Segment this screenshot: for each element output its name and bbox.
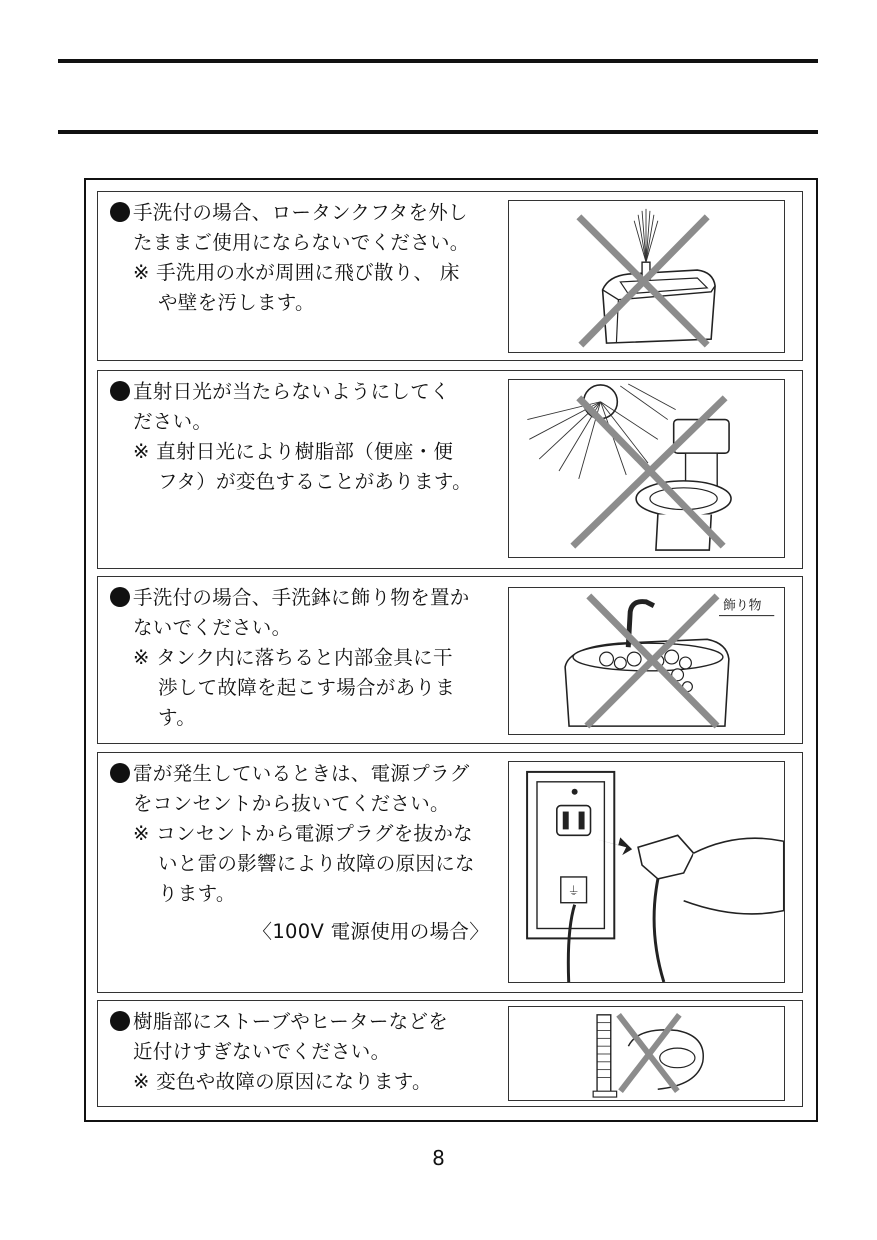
statement-line: 手洗付の場合、ロータンクフタを外し [133,201,468,224]
note-line: す。 [158,706,197,729]
page-number: 8 [432,1146,445,1170]
caution-panel-5 [97,1000,803,1107]
top-rule [58,59,818,63]
statement-line: ださい。 [133,410,213,433]
bullet-icon [110,587,130,607]
note-line: や壁を汚します。 [158,291,315,314]
note-line: ※ 直射日光により樹脂部（便座・便 [133,440,454,463]
statement-line: 手洗付の場合、手洗鉢に飾り物を置か [133,586,470,609]
note-line: ※ 変色や故障の原因になります。 [133,1070,432,1093]
bullet-icon [110,763,130,783]
note-line: 渉して故障を起こす場合がありま [158,676,456,699]
heater-illustration [508,1006,785,1101]
bullet-icon [110,381,130,401]
sunlight-toilet-illustration [508,379,785,558]
note-line: ※ タンク内に落ちると内部金具に干 [133,646,453,669]
caution-panel-1 [97,191,803,361]
panel-3-text [110,583,495,733]
ornament-label: 飾り物 [722,598,762,614]
bullet-icon [110,1011,130,1031]
bullet-icon [110,202,130,222]
panel-1-text [110,198,495,318]
statement-line: 樹脂部にストーブやヒーターなどを [133,1010,449,1033]
caution-panel-4 [97,752,803,993]
note-line: フタ）が変色することがあります。 [158,470,472,493]
statement-line: 雷が発生しているときは、電源プラグ [133,762,470,785]
ornament-basin-illustration [508,587,785,735]
statement-line: たままご使用にならないでください。 [133,231,470,254]
panel-2-text [110,377,495,497]
tank-lid-illustration [508,200,785,353]
note-line: ※ コンセントから電源プラグを抜かな [133,822,473,845]
svg-text:⏚: ⏚ [567,883,580,898]
statement-line: 直射日光が当たらないようにしてく [133,380,450,403]
panel-4-text [110,759,495,947]
caution-panel-3 [97,576,803,744]
panel-5-text [110,1007,495,1097]
note-line: いと雷の影響により故障の原因にな [158,852,475,875]
second-rule [58,130,818,134]
note-line: ※ 手洗用の水が周囲に飛び散り、 床 [133,261,460,284]
statement-line: ないでください。 [133,616,292,639]
caution-panel-2 [97,370,803,569]
unplug-outlet-illustration [508,761,785,983]
usage-condition: 〈100V 電源使用の場合〉 [252,920,489,943]
statement-line: をコンセントから抜いてください。 [133,792,450,815]
statement-line: 近付けすぎないでください。 [133,1040,391,1063]
note-line: ります。 [158,882,236,905]
